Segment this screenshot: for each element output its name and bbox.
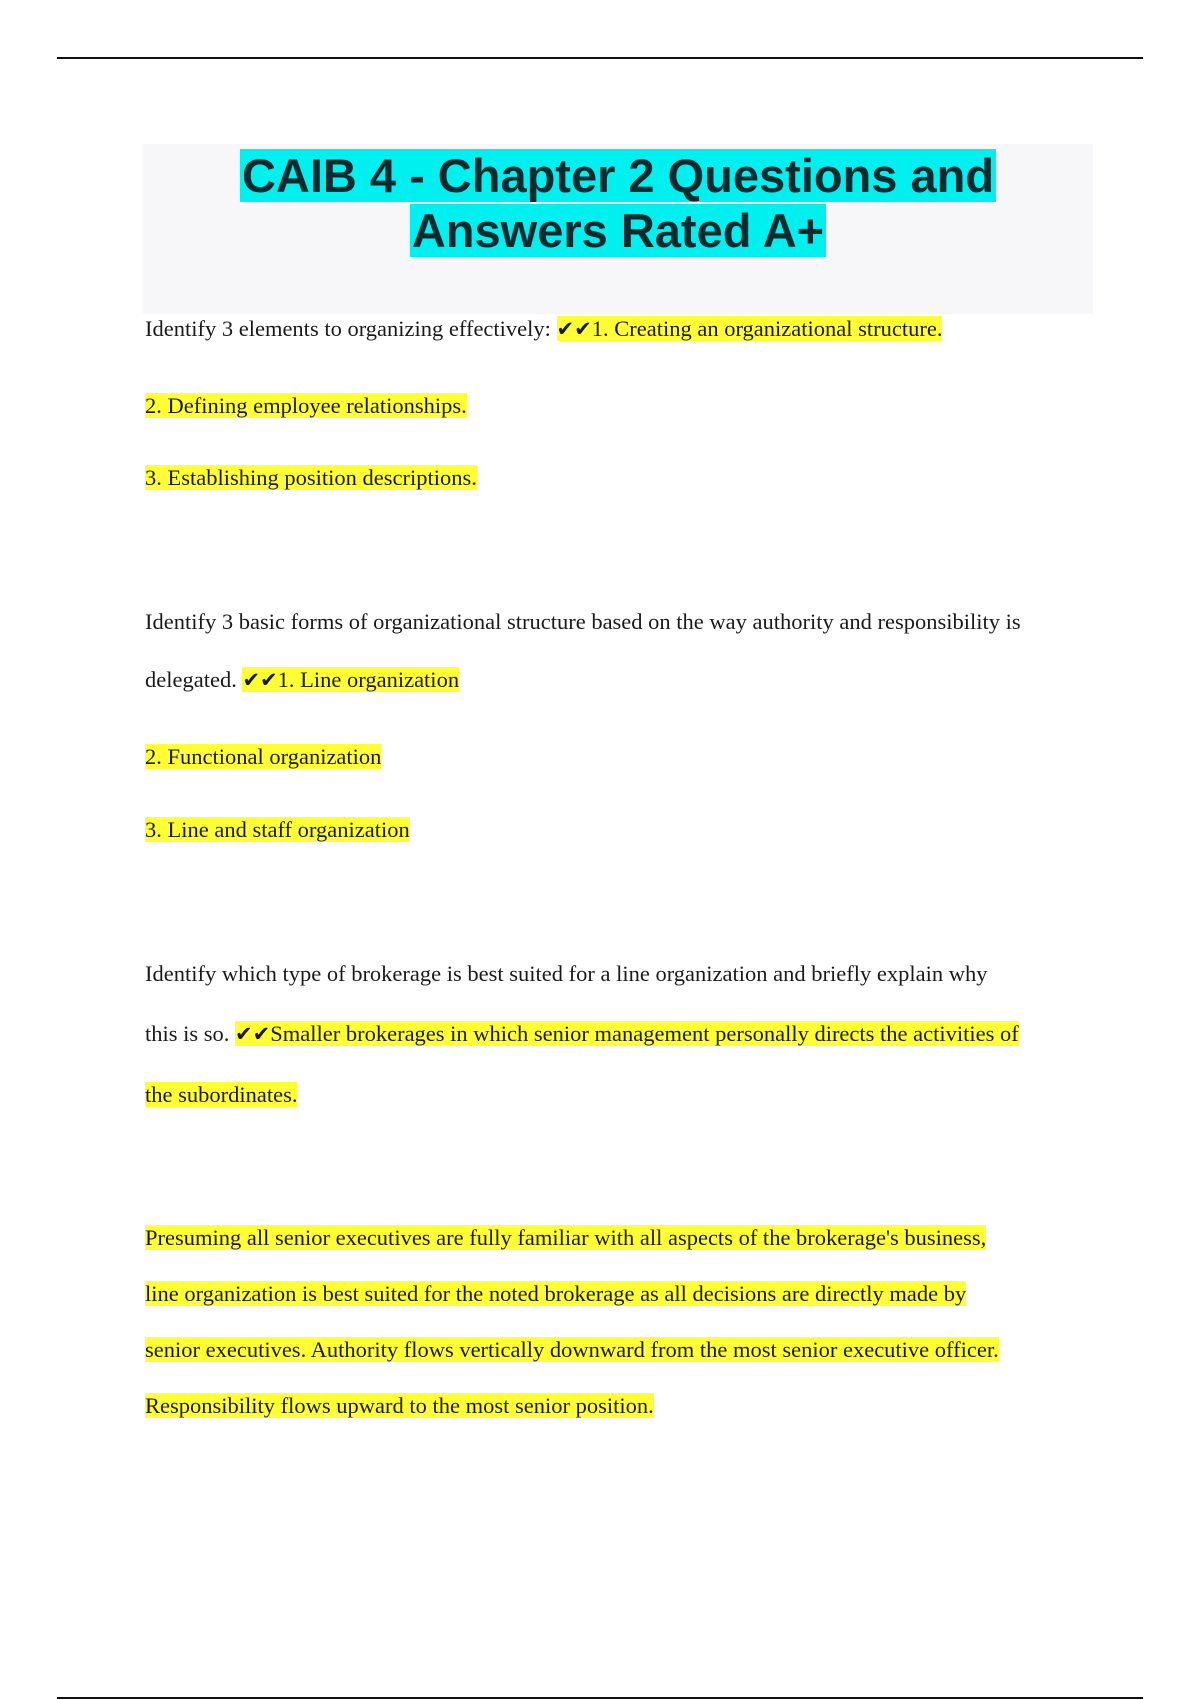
top-rule (57, 57, 1143, 59)
answer-3-line-3: Presuming all senior executives are fully familiar with all aspects of the brokerage's business, (145, 1225, 987, 1250)
document-title (143, 144, 1093, 258)
question-3-line-2: this is so. ✔✔Smaller brokerages in which senior management personally directs the activities of (145, 1021, 1019, 1046)
answer-1-line-2: 2. Defining employee relationships. (145, 393, 467, 418)
answer-2-line-2: 2. Functional organization (145, 744, 382, 769)
checkmark-icon: ✔✔ (235, 1022, 271, 1046)
question-1 (145, 315, 942, 343)
title-line-1: CAIB 4 - Chapter 2 Questions and (241, 149, 995, 202)
answer-3-line-4: line organization is best suited for the noted brokerage as all decisions are directly made by (145, 1281, 967, 1306)
answer-1-line-1: ✔✔1. Creating an organizational structure. (556, 316, 943, 341)
question-2-line-2: delegated. ✔✔1. Line organization (145, 667, 460, 692)
question-1-text: Identify 3 elements to organizing effectively: (145, 316, 551, 341)
checkmark-icon: ✔✔ (242, 668, 278, 692)
question-2-line-1: Identify 3 basic forms of organizational structure based on the way authority and responsibility is (145, 609, 1021, 634)
answer-3-line-5: senior executives. Authority flows vertically downward from the most senior executive officer. (145, 1337, 999, 1362)
checkmark-icon: ✔✔ (556, 317, 592, 341)
answer-2-line-3: 3. Line and staff organization (145, 817, 410, 842)
title-line-2: Answers Rated A+ (411, 204, 825, 257)
answer-3-line-6: Responsibility flows upward to the most senior position. (145, 1393, 654, 1418)
question-3-line-1: Identify which type of brokerage is best suited for a line organization and briefly explain why (145, 961, 988, 986)
answer-2-line-1: ✔✔1. Line organization (242, 667, 460, 692)
answer-1-line-3: 3. Establishing position descriptions. (145, 465, 477, 490)
title-box (143, 144, 1093, 314)
answer-3-line-1: ✔✔Smaller brokerages in which senior management personally directs the activities of (235, 1021, 1019, 1046)
bottom-rule (57, 1697, 1143, 1699)
answer-3-line-2: the subordinates. (145, 1082, 298, 1107)
